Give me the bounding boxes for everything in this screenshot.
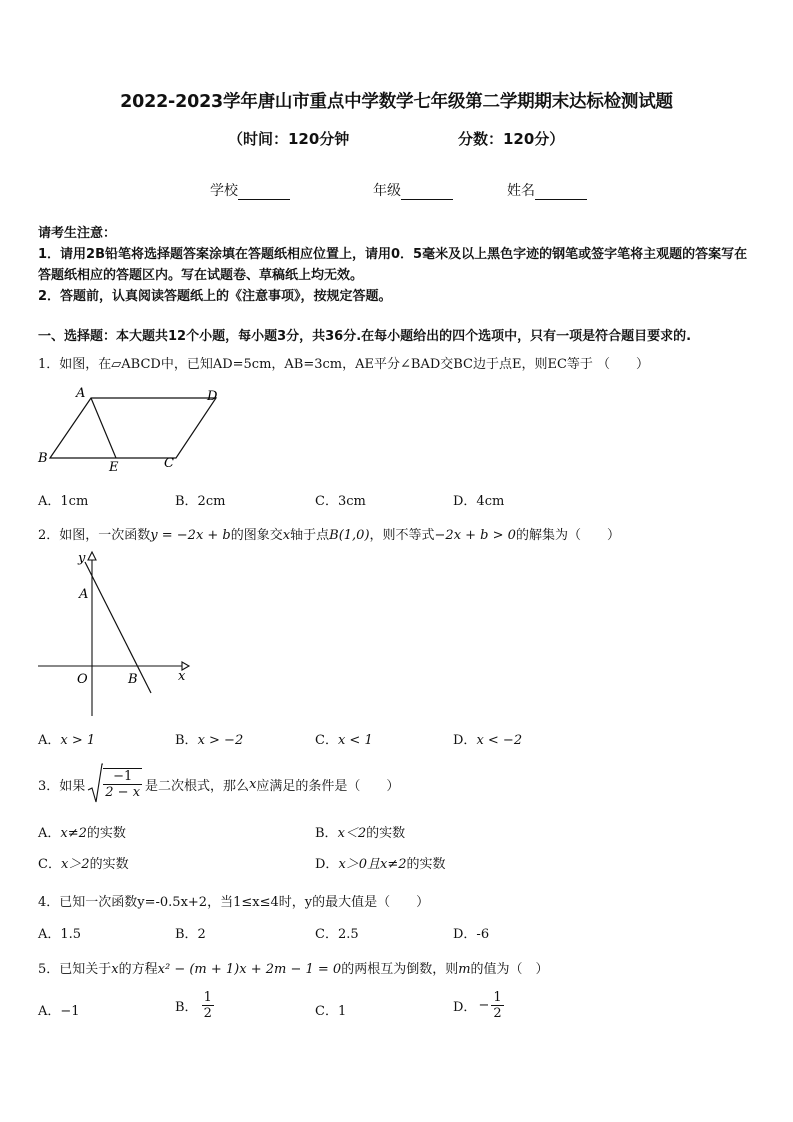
q3-radicand — [103, 768, 142, 800]
q2-mid3: ，则不等式 — [369, 528, 435, 543]
q3-var: x — [249, 776, 257, 792]
parallelogram-abcd — [50, 398, 216, 458]
q1-option-a[interactable]: A．1cm — [38, 494, 89, 509]
q2-inequality: −2x + b > 0 — [434, 528, 516, 543]
name-field[interactable] — [507, 180, 587, 200]
q2-option-a[interactable]: A．x > 1 — [38, 733, 96, 748]
question-1-text: 1．如图，在▱ABCD中，已知AD=5cm，AB=3cm，AE平分∠BAD交BC边于点E，则EC等于 （ ） — [38, 357, 650, 372]
label-b: B — [38, 451, 48, 466]
function-line — [85, 562, 151, 693]
q3-mid: 是二次根式，那么 — [145, 778, 250, 794]
exam-time: （时间：120分钟 — [228, 130, 350, 148]
grade-label: 年级 — [373, 183, 401, 199]
school-label: 学校 — [210, 183, 238, 199]
q2-option-b[interactable]: B．x > −2 — [175, 733, 244, 748]
question-4-text: 4．已知一次函数y=-0.5x+2，当1≤x≤4时，y的最大值是（ ） — [38, 895, 430, 910]
q5-option-c[interactable]: C．1 — [315, 1004, 347, 1019]
notes-line-2: 2．答题前，认真阅读答题纸上的《注意事项》，按规定答题。 — [38, 289, 392, 304]
school-field[interactable] — [210, 180, 290, 200]
q5-mid: 的方程 — [118, 962, 158, 977]
q5-option-a[interactable]: A．−1 — [38, 1004, 80, 1019]
section-heading: 一、选择题：本大题共12个小题，每小题3分，共36分.在每小题给出的四个选项中，只有一项是符合题目要求的. — [38, 329, 692, 344]
q5-post: 的值为（ ） — [470, 962, 549, 977]
q2-graph-figure — [36, 548, 196, 720]
question-5-text — [38, 958, 549, 977]
name-blank[interactable] — [535, 185, 587, 200]
q2-mid: 的图象交 — [230, 528, 283, 543]
label-b: B — [128, 672, 138, 687]
segment-ae — [91, 398, 116, 458]
question-3-text — [38, 762, 399, 806]
label-y: y — [78, 551, 86, 566]
q5-var: x — [111, 962, 119, 977]
q2-xvar: x — [282, 528, 291, 543]
q2-post: 的解集为（ ） — [515, 528, 620, 543]
q2-option-c[interactable]: C．x < 1 — [315, 733, 373, 748]
q3-option-c[interactable]: C．x＞2的实数 — [38, 857, 129, 872]
q5-mid2: 的两根互为倒数，则 — [341, 962, 459, 977]
q5-option-b[interactable]: B． $\frac{1}{2}$ — [175, 990, 212, 1021]
q3-option-d[interactable]: D．x＞0且x≠2的实数 — [315, 857, 446, 872]
q2-pre: 2．如图，一次函数 — [38, 528, 151, 543]
label-d: D — [207, 389, 218, 404]
notes-line-1: 1．请用2B铅笔将选择题答案涂填在答题纸相应位置上，请用0．5毫米及以上黑色字迹的钢笔或签字笔将主观题的答案写在答题纸相应的答题区内。写在试题卷、草稿纸上均无效。 — [38, 247, 748, 283]
q5-option-d[interactable]: D． − $\frac{1}{2}$ — [453, 990, 502, 1021]
q3-post: 应满足的条件是（ ） — [256, 778, 400, 794]
q1-parallelogram-figure — [36, 386, 226, 476]
school-blank[interactable] — [238, 185, 290, 200]
q5-equation: x² − (m + 1)x + 2m − 1 = 0 — [157, 962, 342, 977]
label-c: C — [164, 456, 174, 471]
q2-point: B(1,0) — [329, 528, 370, 543]
label-e: E — [109, 460, 119, 475]
grade-field[interactable] — [373, 180, 453, 200]
q1-option-b[interactable]: B．2cm — [175, 494, 226, 509]
q3-option-a[interactable]: A．x≠2的实数 — [38, 826, 126, 841]
q4-option-a[interactable]: A．1.5 — [38, 927, 82, 942]
q5-var2: m — [458, 962, 471, 977]
question-2-text — [38, 524, 620, 543]
page-title: 2022-2023学年唐山市重点中学数学七年级第二学期期末达标检测试题 — [120, 92, 673, 112]
q4-option-b[interactable]: B．2 — [175, 927, 206, 942]
label-x: x — [178, 669, 186, 684]
label-a: A — [76, 386, 86, 401]
q2-option-d[interactable]: D．x < −2 — [453, 733, 523, 748]
q3-numerator: −1 — [103, 769, 142, 785]
y-axis-arrow — [88, 552, 96, 560]
q3-pre: 3．如果 — [38, 778, 86, 794]
q2-mid2: 轴于点 — [290, 528, 330, 543]
radical-sign-icon — [87, 762, 103, 806]
q3-option-b[interactable]: B．x＜2的实数 — [315, 826, 406, 841]
q5-pre: 5．已知关于 — [38, 962, 112, 977]
notes-block — [38, 223, 758, 307]
name-label: 姓名 — [507, 183, 535, 199]
label-o: O — [77, 672, 88, 687]
grade-blank[interactable] — [401, 185, 453, 200]
notes-heading: 请考生注意： — [38, 226, 117, 241]
q4-option-d[interactable]: D．-6 — [453, 927, 490, 942]
label-a: A — [79, 587, 89, 602]
q1-option-d[interactable]: D．4cm — [453, 494, 505, 509]
q1-option-c[interactable]: C．3cm — [315, 494, 366, 509]
q2-function: y = −2x + b — [150, 528, 231, 543]
q4-option-c[interactable]: C．2.5 — [315, 927, 359, 942]
exam-score: 分数：120分） — [458, 130, 565, 148]
q3-denominator: 2 − x — [105, 785, 141, 800]
